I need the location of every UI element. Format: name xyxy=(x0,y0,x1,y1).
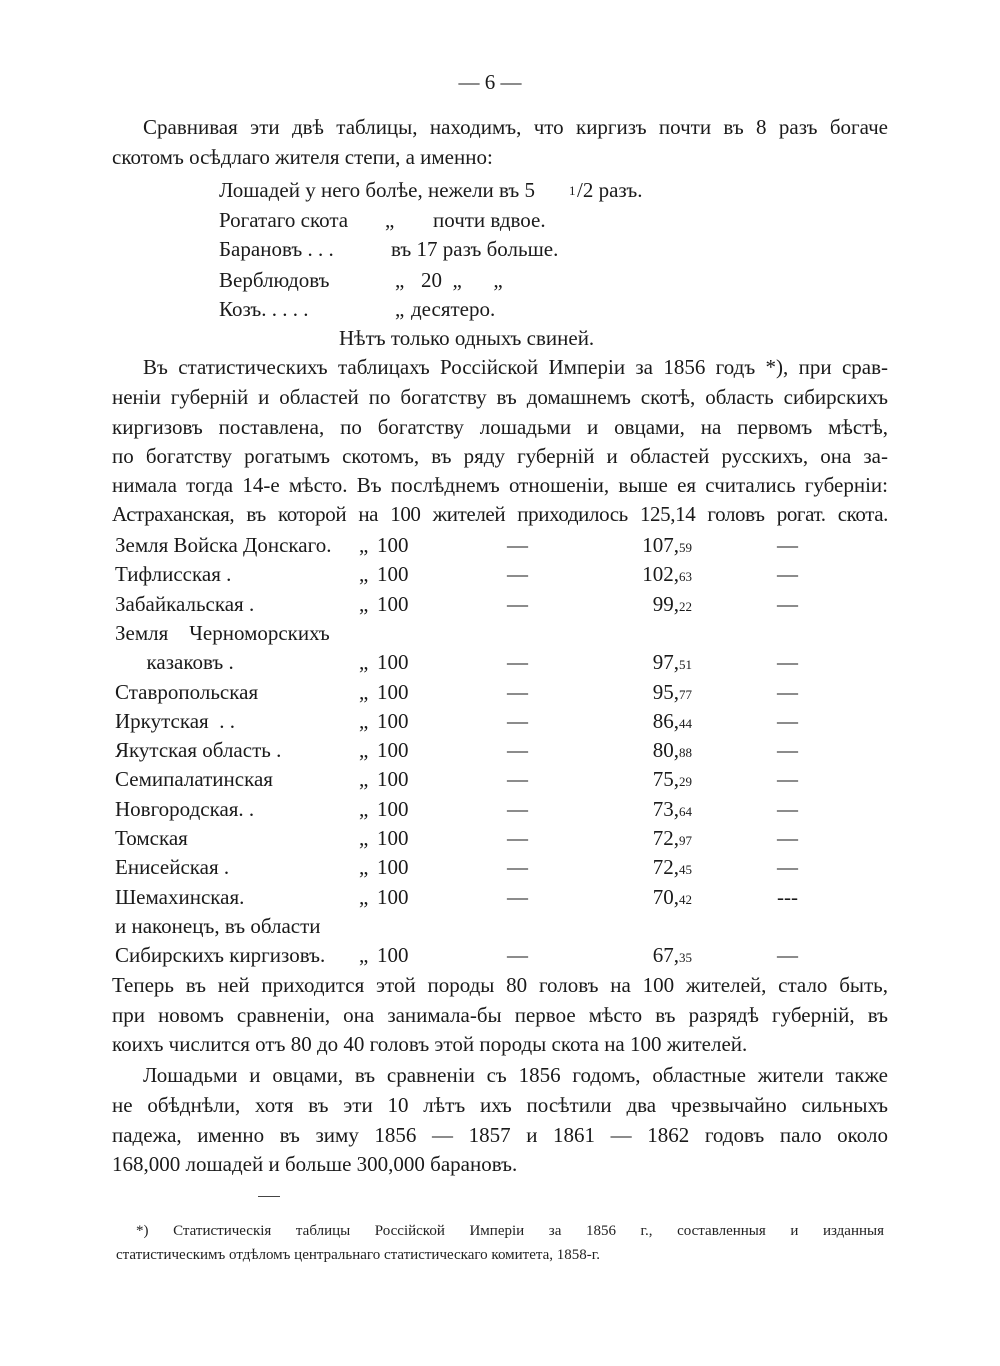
list-value: въ 17 разъ больше. xyxy=(391,237,559,261)
dash: — xyxy=(777,650,798,675)
dash: — xyxy=(507,562,528,587)
dash: — xyxy=(777,738,798,763)
ditto-mark: „ xyxy=(359,796,369,821)
dash: — xyxy=(777,943,798,968)
value-decimal: 44 xyxy=(679,715,692,731)
value-integer: 75, xyxy=(652,767,679,792)
region-name: Ставропольская xyxy=(115,679,259,704)
table-row xyxy=(115,912,815,941)
value-integer: 86, xyxy=(652,708,679,733)
dash: — xyxy=(507,796,528,821)
page-number: — 6 — xyxy=(458,70,522,94)
dash: — xyxy=(777,767,798,792)
head-count-value xyxy=(653,883,692,914)
ditto-mark: „ xyxy=(359,884,369,909)
list-mark: „ xyxy=(395,297,405,321)
per-inhabitants: 100 xyxy=(377,591,409,616)
value-decimal: 88 xyxy=(679,745,692,761)
value-decimal: 29 xyxy=(679,774,692,790)
value-decimal: 97 xyxy=(679,833,692,848)
dash: — xyxy=(507,533,528,557)
value-decimal: 51 xyxy=(679,657,692,673)
paragraph-line: киргизовъ поставлена, по богатству лошадьми и овцами, на первомъ мѣстѣ, xyxy=(112,415,888,439)
per-inhabitants: 100 xyxy=(377,650,409,675)
region-name: Земля Войска Донскаго. xyxy=(115,533,332,557)
list-value: десятеро. xyxy=(411,297,496,321)
head-count-value xyxy=(642,560,692,591)
list-label: Верблюдовъ xyxy=(219,268,330,292)
ditto-mark: „ xyxy=(359,855,369,880)
per-inhabitants: 100 xyxy=(377,943,409,968)
ditto-mark: „ xyxy=(359,591,369,616)
table-row xyxy=(115,619,815,648)
region-name: Забайкальская . xyxy=(115,591,255,616)
value-integer: 97, xyxy=(652,650,679,675)
dash: — xyxy=(777,855,798,880)
ditto-mark: „ xyxy=(359,562,369,587)
list-mark: „ xyxy=(395,268,405,292)
dash: — xyxy=(777,591,798,616)
dash: — xyxy=(507,708,528,733)
table-row xyxy=(115,678,815,707)
list-value: 20 „ „ xyxy=(421,268,503,292)
paragraph-line: не обѣднѣли, хотя въ эти 10 лѣтъ ихъ посѣтили два чрезвычайно сильныхъ xyxy=(112,1093,888,1117)
region-name: Енисейская . xyxy=(115,855,230,880)
ditto-mark: „ xyxy=(359,650,369,675)
per-inhabitants: 100 xyxy=(377,884,409,909)
per-inhabitants: 100 xyxy=(377,767,409,792)
list-label: Козъ. . . . . xyxy=(219,297,309,321)
list-rest: /2 разъ. xyxy=(577,178,643,202)
dash: — xyxy=(507,591,528,616)
table-row xyxy=(115,853,815,882)
head-count-value xyxy=(653,736,692,767)
table-row xyxy=(115,648,815,677)
head-count-value xyxy=(653,648,692,679)
table-row xyxy=(115,824,815,853)
per-inhabitants: 100 xyxy=(377,562,409,587)
per-inhabitants: 100 xyxy=(377,796,409,821)
head-count-value xyxy=(653,765,692,796)
value-decimal: 64 xyxy=(679,803,692,819)
dash: — xyxy=(777,708,798,733)
value-decimal: 63 xyxy=(679,569,692,585)
ditto-mark: „ xyxy=(359,943,369,968)
list-label: Барановъ . . . xyxy=(219,237,334,261)
region-name: Новгородская. . xyxy=(115,796,255,821)
dash: — xyxy=(507,767,528,792)
table-row xyxy=(115,941,815,970)
paragraph-line: ненiи губерній и областей по богатству въ домашнемъ скотѣ, область сибирскихъ xyxy=(112,385,888,409)
value-integer: 72, xyxy=(652,826,679,850)
head-count-value xyxy=(653,590,692,621)
dash: — xyxy=(507,679,528,704)
head-count-value xyxy=(642,531,692,562)
list-label: Рогатаго скота xyxy=(219,208,349,232)
region-name: Якутская область . xyxy=(115,738,282,763)
paragraph-line: Сравнивая эти двѣ таблицы, находимъ, что киргизъ почти въ 8 разъ богаче xyxy=(143,115,888,139)
region-name: Иркутская . . xyxy=(115,708,235,733)
head-count-value xyxy=(653,678,692,709)
head-count-value xyxy=(653,707,692,738)
paragraph-line: скотомъ осѣдлаго жителя степи, а именно: xyxy=(112,145,493,169)
value-integer: 67, xyxy=(652,943,679,968)
table-row xyxy=(115,795,815,824)
list-sup: 1 xyxy=(569,183,576,198)
head-count-value xyxy=(653,941,692,972)
dash: --- xyxy=(777,884,798,909)
region-name: Шемахинская. xyxy=(115,884,245,909)
table-row xyxy=(115,560,815,589)
region-name: казаковъ . xyxy=(115,650,234,675)
ditto-mark: „ xyxy=(359,708,369,733)
ditto-mark: „ xyxy=(359,738,369,763)
region-name: Томская xyxy=(115,826,188,850)
paragraph-line: Лошадьми и овцами, въ сравненіи съ 1856 годомъ, областные жители также xyxy=(143,1063,888,1087)
paragraph-line: Астраханская, въ которой на 100 жителей приходилось 125,14 головъ рогат. скота. xyxy=(112,502,888,526)
region-name: Тифлисская . xyxy=(115,562,232,587)
value-integer: 102, xyxy=(642,562,679,587)
value-integer: 95, xyxy=(652,679,679,704)
paragraph-line: коихъ числится отъ 80 до 40 головъ этой породы скота на 100 жителей. xyxy=(112,1032,748,1056)
dash: — xyxy=(507,738,528,763)
ditto-mark: „ xyxy=(359,826,369,850)
paragraph-line: падежа, именно въ зиму 1856 — 1857 и 1861 — 1862 годовъ пало около xyxy=(112,1123,888,1147)
value-decimal: 42 xyxy=(679,891,692,907)
no-pigs-line: Нѣтъ только одныхъ свиней. xyxy=(339,326,595,350)
footnote-line: статистическимъ отдѣломъ центральнаго статистическаго комитета, 1858-г. xyxy=(116,1247,600,1263)
value-decimal: 59 xyxy=(679,540,692,555)
table-row xyxy=(115,707,815,736)
ditto-mark: „ xyxy=(359,767,369,792)
dash: — xyxy=(507,826,528,850)
paragraph-line: по богатству рогатымъ скотомъ, въ ряду губерній и областей русскихъ, она за- xyxy=(112,444,888,468)
list-label: Лошадей у него болѣе, нежели въ 5 xyxy=(219,178,536,202)
table-row xyxy=(115,883,815,912)
paragraph-line: Въ статистическихъ таблицахъ Россійской Имперіи за 1856 годъ *), при срав- xyxy=(143,355,888,379)
per-inhabitants: 100 xyxy=(377,533,409,557)
per-inhabitants: 100 xyxy=(377,738,409,763)
value-decimal: 22 xyxy=(679,598,692,614)
dash: — xyxy=(507,855,528,880)
dash: — xyxy=(777,679,798,704)
value-integer: 73, xyxy=(652,796,679,821)
region-name: Земля Черноморскихъ xyxy=(115,620,330,645)
dash: — xyxy=(507,650,528,675)
value-integer: 70, xyxy=(652,884,679,909)
dash: — xyxy=(507,884,528,909)
list-mark: „ xyxy=(385,208,395,232)
dash: — xyxy=(777,562,798,587)
value-decimal: 35 xyxy=(679,950,692,966)
region-name: Семипалатинская xyxy=(115,767,273,792)
region-name: и наконецъ, въ области xyxy=(115,913,321,938)
paragraph-line: 168,000 лошадей и больше 300,000 барановъ. xyxy=(112,1152,518,1176)
table-row xyxy=(115,765,815,794)
table-row xyxy=(115,590,815,619)
per-inhabitants: 100 xyxy=(377,679,409,704)
dash: — xyxy=(777,796,798,821)
table-row xyxy=(115,736,815,765)
footnote-line: *) Статистическія таблицы Россійской Имперіи за 1856 г., составленныя и изданныя xyxy=(136,1223,884,1239)
per-inhabitants: 100 xyxy=(377,826,409,850)
dash: — xyxy=(777,826,798,850)
paragraph-line: при новомъ сравненіи, она занимала-бы первое мѣсто въ разрядѣ губерній, въ xyxy=(112,1003,888,1027)
table-row xyxy=(115,531,815,560)
per-inhabitants: 100 xyxy=(377,708,409,733)
ditto-mark: „ xyxy=(359,679,369,704)
paragraph-line: Теперь въ ней приходится этой породы 80 головъ на 100 жителей, стало быть, xyxy=(112,973,888,997)
head-count-value xyxy=(653,824,692,855)
paragraph-line: нимала тогда 14-е мѣсто. Въ послѣднемъ отношеніи, выше ея считались губерніи: xyxy=(112,473,888,497)
list-value: почти вдвое. xyxy=(433,208,546,232)
dash: — xyxy=(777,533,798,557)
per-inhabitants: 100 xyxy=(377,855,409,880)
head-count-value xyxy=(653,795,692,826)
value-integer: 80, xyxy=(652,738,679,763)
value-decimal: 77 xyxy=(679,686,692,702)
value-decimal: 45 xyxy=(679,862,692,878)
region-name: Сибирскихъ киргизовъ. xyxy=(115,943,326,968)
value-integer: 107, xyxy=(642,533,679,557)
head-count-value xyxy=(653,853,692,884)
ditto-mark: „ xyxy=(359,533,369,557)
value-integer: 72, xyxy=(652,855,679,880)
dash: — xyxy=(507,943,528,968)
value-integer: 99, xyxy=(652,591,679,616)
footnote-separator xyxy=(258,1196,280,1197)
